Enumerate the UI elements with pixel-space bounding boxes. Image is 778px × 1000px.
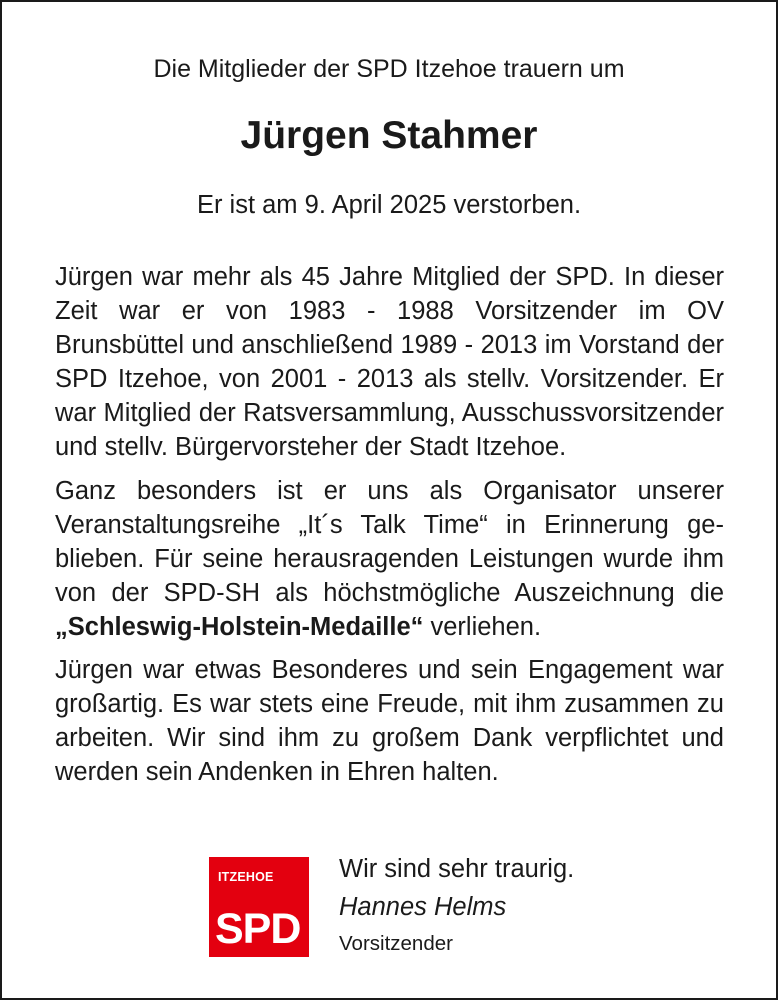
paragraph-achievements-end: verliehen. [423, 612, 542, 641]
signature-name: Hannes Helms [339, 893, 507, 921]
paragraph-tribute: Jürgen war etwas Besonderes und sein Engagement war großartig. Es war stets eine Freude, mit ihm zusammen zu arbeiten. Wir sind ihm zu großem Dank verpflichtet und werden sein Andenken in Ehren halten. [55, 656, 724, 787]
obituary-body [55, 260, 724, 798]
logo-city-label: ITZEHOE [218, 870, 274, 884]
deceased-name: Jürgen Stahmer [240, 114, 538, 157]
signature-role: Vorsitzender [339, 932, 453, 955]
intro-line: Die Mitglieder der SPD Itzehoe trauern um [153, 55, 625, 83]
signature-line: Wir sind sehr traurig. [339, 855, 575, 883]
paragraph-membership: Jürgen war mehr als 45 Jahre Mitglied der SPD. In dieser Zeit war er von 1983 - 1988 Vorsitzender im OV Brunsbüttel und anschließend 1989 - 2013 im Vorstand der SPD Itzehoe, von 2001 - 2013 als stellv. Vorsitzender. Er war Mitglied der Ratsversammlung, Ausschussvorsitzender und stellv. Bürgervorsteher der Stadt Itzehoe. [55, 263, 724, 462]
medal-name: „Schleswig-Holstein-Medaille“ [55, 612, 424, 641]
paragraph-achievements-text: Ganz besonders ist er uns als Organisator unserer Veranstaltungsreihe „It´s Talk Time“ in Erinnerung geblieben. Für seine herausragenden Leistungen wurde ihm von der SPD-SH als höchstmögliche Auszeichnung die [55, 476, 724, 607]
death-date-line: Er ist am 9. April 2025 verstorben. [196, 191, 582, 219]
logo-party-label: SPD [215, 905, 301, 953]
spd-itzehoe-logo [209, 857, 309, 957]
paragraph-achievements [55, 474, 724, 644]
